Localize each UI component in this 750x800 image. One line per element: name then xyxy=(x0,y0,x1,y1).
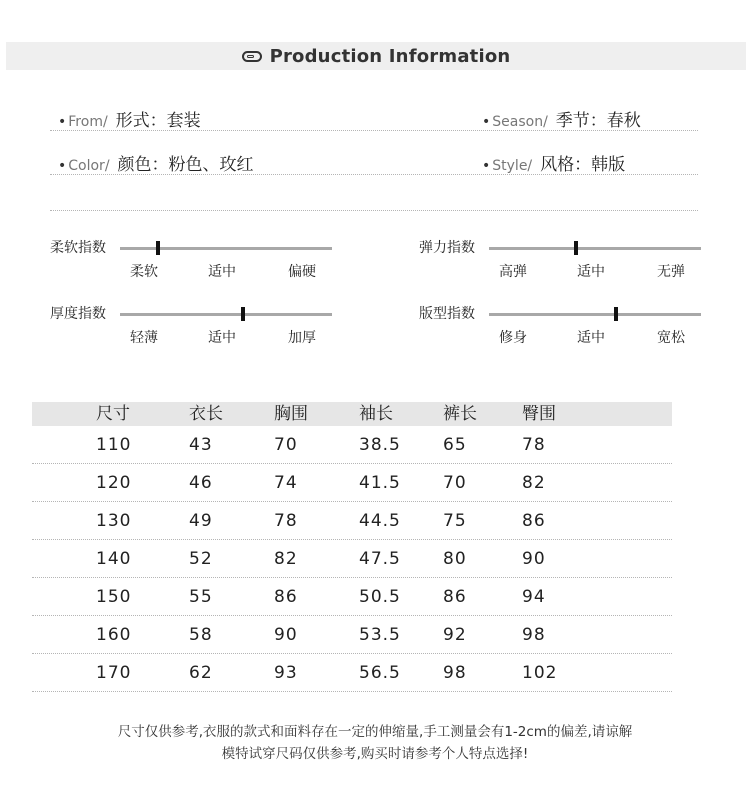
slider-tick: 柔软 xyxy=(130,264,158,280)
column-header: 衣长 xyxy=(189,404,223,424)
slider-tick: 修身 xyxy=(499,330,527,346)
slider-tick: 高弹 xyxy=(499,264,527,280)
table-cell: 110 xyxy=(96,435,132,455)
table-cell: 41.5 xyxy=(359,473,401,493)
slider-thumb xyxy=(156,241,160,255)
table-row xyxy=(32,464,672,502)
table-cell: 92 xyxy=(443,625,467,645)
info-color xyxy=(58,150,254,175)
slider-label: 弹力指数 xyxy=(419,240,475,256)
slider-label: 柔软指数 xyxy=(50,240,106,256)
table-cell: 86 xyxy=(522,511,546,531)
info-style-en: Style/ xyxy=(492,158,533,174)
slider-tick: 适中 xyxy=(208,264,236,280)
bullet-dot: • xyxy=(58,114,67,130)
table-cell: 120 xyxy=(96,473,132,493)
table-cell: 43 xyxy=(189,435,213,455)
table-cell: 38.5 xyxy=(359,435,401,455)
info-form xyxy=(58,106,201,131)
info-season-value: 季节：春秋 xyxy=(555,111,641,131)
table-cell: 150 xyxy=(96,587,132,607)
slider-tick: 适中 xyxy=(577,330,605,346)
size-table xyxy=(32,402,672,692)
table-header xyxy=(32,402,672,426)
size-note-line-2: 模特试穿尺码仅供参考,购买时请参考个人特点选择! xyxy=(221,746,529,762)
table-cell: 44.5 xyxy=(359,511,401,531)
table-cell: 93 xyxy=(274,663,298,683)
table-cell: 140 xyxy=(96,549,132,569)
section-header-inner xyxy=(242,46,511,67)
slider-tick: 加厚 xyxy=(288,330,316,346)
slider-thumb xyxy=(614,307,618,321)
bullet-dot: • xyxy=(482,158,491,174)
table-cell: 46 xyxy=(189,473,213,493)
table-cell: 78 xyxy=(274,511,298,531)
slider-fit xyxy=(419,303,719,353)
table-row xyxy=(32,502,672,540)
column-header: 臀围 xyxy=(522,404,556,424)
slider-tick: 偏硬 xyxy=(288,264,316,280)
table-cell: 80 xyxy=(443,549,467,569)
table-cell: 130 xyxy=(96,511,132,531)
table-cell: 78 xyxy=(522,435,546,455)
slider-tick: 适中 xyxy=(208,330,236,346)
info-form-value: 形式：套装 xyxy=(115,111,201,131)
table-cell: 98 xyxy=(522,625,546,645)
table-cell: 70 xyxy=(443,473,467,493)
slider-track xyxy=(120,247,332,250)
column-header: 裤长 xyxy=(443,404,477,424)
pill-icon xyxy=(242,51,262,62)
table-cell: 74 xyxy=(274,473,298,493)
table-cell: 58 xyxy=(189,625,213,645)
slider-thumb xyxy=(574,241,578,255)
slider-label: 版型指数 xyxy=(419,306,475,322)
table-cell: 86 xyxy=(443,587,467,607)
slider-tick: 轻薄 xyxy=(130,330,158,346)
table-cell: 62 xyxy=(189,663,213,683)
slider-track xyxy=(120,313,332,316)
slider-thumb xyxy=(241,307,245,321)
table-row xyxy=(32,616,672,654)
table-row xyxy=(32,654,672,692)
divider xyxy=(50,130,698,131)
divider xyxy=(50,210,698,211)
slider-thickness xyxy=(50,303,350,353)
table-cell: 75 xyxy=(443,511,467,531)
table-cell: 94 xyxy=(522,587,546,607)
table-cell: 55 xyxy=(189,587,213,607)
table-cell: 102 xyxy=(522,663,558,683)
table-cell: 49 xyxy=(189,511,213,531)
table-row xyxy=(32,426,672,464)
info-color-en: Color/ xyxy=(68,158,110,174)
info-season xyxy=(482,106,641,131)
column-header: 袖长 xyxy=(359,404,393,424)
table-cell: 65 xyxy=(443,435,467,455)
table-cell: 82 xyxy=(274,549,298,569)
size-note-line-1: 尺寸仅供参考,衣服的款式和面料存在一定的伸缩量,手工测量会有1-2cm的偏差,请谅解 xyxy=(117,724,633,740)
table-cell: 50.5 xyxy=(359,587,401,607)
slider-tick: 适中 xyxy=(577,264,605,280)
table-cell: 52 xyxy=(189,549,213,569)
info-style xyxy=(482,150,625,175)
table-cell: 86 xyxy=(274,587,298,607)
table-cell: 56.5 xyxy=(359,663,401,683)
slider-tick: 宽松 xyxy=(657,330,685,346)
table-cell: 90 xyxy=(522,549,546,569)
table-cell: 47.5 xyxy=(359,549,401,569)
column-header: 胸围 xyxy=(274,404,308,424)
table-row xyxy=(32,578,672,616)
section-title: Production Information xyxy=(269,45,511,67)
column-header: 尺寸 xyxy=(96,404,130,424)
table-cell: 70 xyxy=(274,435,298,455)
table-cell: 53.5 xyxy=(359,625,401,645)
table-cell: 98 xyxy=(443,663,467,683)
table-cell: 90 xyxy=(274,625,298,645)
slider-label: 厚度指数 xyxy=(50,306,106,322)
table-cell: 160 xyxy=(96,625,132,645)
info-form-en: From/ xyxy=(68,114,108,130)
slider-tick: 无弹 xyxy=(657,264,685,280)
info-color-value: 颜色：粉色、玫红 xyxy=(117,155,254,175)
bullet-dot: • xyxy=(482,114,491,130)
table-cell: 82 xyxy=(522,473,546,493)
slider-track xyxy=(489,313,701,316)
bullet-dot: • xyxy=(58,158,67,174)
info-row-color-style xyxy=(50,144,698,178)
slider-track xyxy=(489,247,701,250)
table-cell: 170 xyxy=(96,663,132,683)
info-style-value: 风格：韩版 xyxy=(540,155,626,175)
info-season-en: Season/ xyxy=(492,114,548,130)
slider-softness xyxy=(50,237,350,287)
slider-elasticity xyxy=(419,237,719,287)
info-row-form-season xyxy=(50,100,698,134)
divider xyxy=(50,174,698,175)
table-row xyxy=(32,540,672,578)
section-header xyxy=(6,42,746,70)
